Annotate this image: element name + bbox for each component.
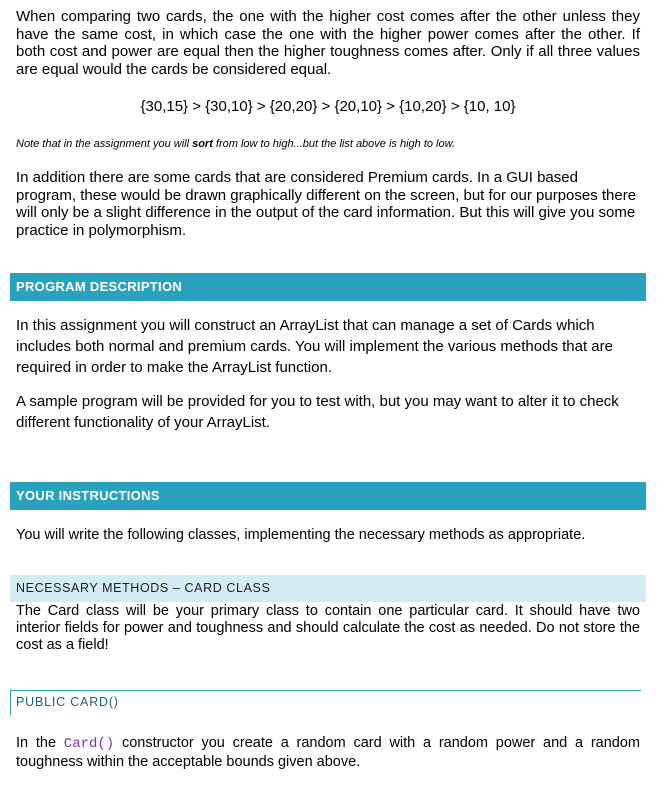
note-bold-sort: sort [192, 138, 213, 150]
ordering-example: {30,15} > {30,10} > {20,20} > {20,10} > {10,20} > {10, 10} [140, 98, 516, 115]
card-class-paragraph: The Card class will be your primary class to contain one particular card. It should have two interior fields for power and toughness and should calculate the cost as needed. Do not store the cost as a field! [16, 603, 640, 653]
comparison-paragraph: When comparing two cards, the one with the higher cost comes after the other unless they have the same cost, in which case the one with the higher power comes after the other. If both cost and power are equal then the higher toughness comes after. Only if all three values are equal would the cards be considered equal. [16, 8, 640, 78]
public-card-heading: PUBLIC CARD() [16, 695, 119, 709]
public-card-text-end: constructor you create a random card with a random power and a random toughness within the acceptable bounds given above. [16, 735, 640, 770]
note-text-start: Note that in the assignment you will [16, 138, 193, 150]
sort-note [16, 137, 640, 151]
instructions-paragraph: You will write the following classes, implementing the necessary methods as appropriate. [16, 527, 586, 543]
program-description-paragraph-2: A sample program will be provided for you to test with, but you may want to alter it to check different functionality of your ArrayList. [16, 393, 619, 431]
card-class-heading: NECESSARY METHODS – CARD CLASS [10, 575, 646, 602]
premium-paragraph: In addition there are some cards that are considered Premium cards. In a GUI based program, these would be drawn graphically different on the screen, but for our purposes there will only be a slight difference in the output of the card information. But this will give you some practice in polymorphism. [16, 169, 637, 239]
note-text-end: from low to high...but the list above is high to low. [212, 138, 456, 150]
public-card-paragraph [16, 734, 640, 771]
public-card-text-start: In the [16, 735, 64, 751]
your-instructions-heading: YOUR INSTRUCTIONS [10, 482, 646, 510]
card-constructor-code: Card() [63, 736, 115, 752]
program-description-heading: PROGRAM DESCRIPTION [10, 273, 646, 301]
program-description-paragraph-1: In this assignment you will construct an ArrayList that can manage a set of Cards which includes both normal and premium cards. You will implement the various methods that are required in order to make the ArrayList function. [16, 317, 613, 376]
